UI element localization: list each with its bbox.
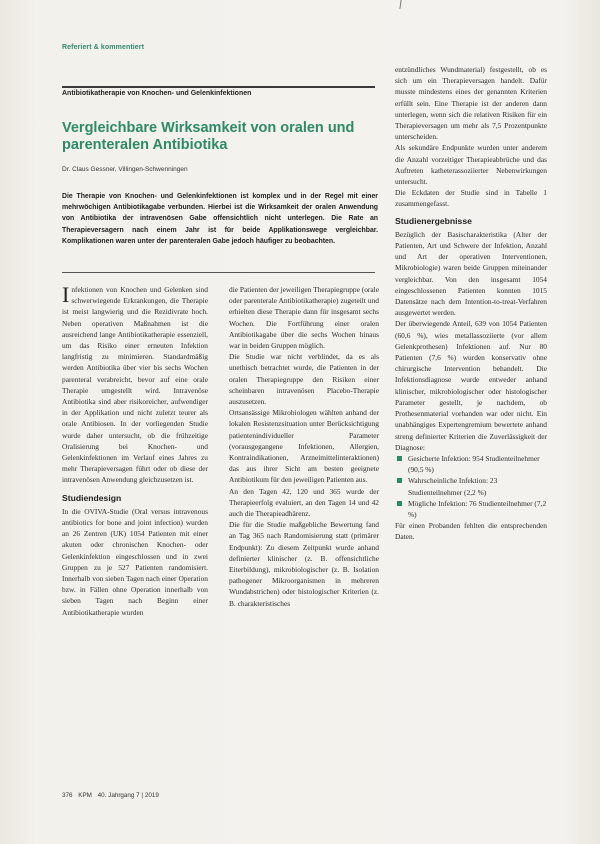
paragraph: Ortsansässige Mikrobiologen wählten anhand der lokalen Resistenzsituation unter Berücksichtigung patientenindividueller Parameter (vorausgegangene Infektionen, Allergien, Kontraindikationen, Arzneimittelinteraktionen) das aus ihrer Sicht am besten geeignete Antibiotikum für den jeweiligen Patienten aus. <box>229 408 379 485</box>
text-column-3 <box>395 64 547 543</box>
text-column-2 <box>229 284 379 609</box>
article-byline: Dr. Claus Gessner, Villingen-Schwenningen <box>62 166 188 173</box>
paragraph: Die Studie war nicht verblindet, da es als unethisch betrachtet wurde, die Patienten in der oralen Therapiegruppe den Risiken einer scheinbaren intravenösen Placebo-Therapie auszusetzen. <box>229 352 379 407</box>
page-footer <box>62 792 163 799</box>
paragraph: entzündliches Wundmaterial) festgestellt, ob es sich um ein Therapieversagen handelt. Dafür musste mindestens eines der genannten Kriterien erfüllt sein. Eine Therapie ist der anderen dann unterlegen, wenn sich die relativen Risiken für ein Therapieversagen um mehr als 7,5 Prozentpunkte unterscheiden. <box>395 65 547 142</box>
article-abstract: Die Therapie von Knochen- und Gelenkinfektionen ist komplex und in der Regel mit einer mehrwöchigen Antibiotikagabe verbunden. Hierbei ist die Wirksamkeit der oralen Anwendung von Antibiotika der intravenösen Gabe offensichtlich nicht unterlegen. Die Rate an Therapieversagern nach einem Jahr ist für beide Applikationswege vergleichbar. Komplikationen waren unter der parenteralen Gabe jedoch häufiger zu beobachten. <box>62 193 378 245</box>
issue-info: 40. Jahrgang 7 | 2019 <box>97 792 159 799</box>
article-headline: Vergleichbare Wirksamkeit von oralen und parenteralen Antibiotika <box>62 120 355 153</box>
paragraph: die Patienten der jeweiligen Therapiegruppe (orale oder parenterale Antibiotikatherapie) zugeteilt und erhielten diese Therapie dann für insgesamt sechs Wochen. Die Fortführung einer oralen Antibiotikagabe über die sechs Wochen hinaus war in beiden Gruppen möglich. <box>229 285 379 351</box>
paragraph: Als sekundäre Endpunkte wurden unter anderem die Anzahl vorzeitiger Therapieabbrüche und das Auftreten katheterassoziierter Nebenwirkungen untersucht. <box>395 143 547 187</box>
list-item: Wahrscheinliche Infektion: 23 Studienteilnehmer (2,2 %) <box>395 475 547 497</box>
section-title: Antibiotikatherapie von Knochen- und Gelenkinfektionen <box>62 90 252 97</box>
paragraph: Die für die Studie maßgebliche Bewertung fand an Tag 365 nach Randomisierung statt (primärer Endpunkt): Zu diesem Zeitpunkt wurde anhand definierter klinischer (z. B. offensichtliche Eiterbildung), mikrobiologischer (z. B. Isolation pathogener Mikroorganismen in mehreren Wundabstrichen) oder histologischer Kriterien (z. B. charakteristisches <box>229 520 379 608</box>
paragraph: Der überwiegende Anteil, 639 von 1054 Patienten (60,6 %), wies metallassoziierte (vor allem Gelenkprothesen) Infektionen auf. Nur 80 Patienten (7,6 %) wurden konservativ ohne chirurgische Intervention behandelt. Die Infektionsdiagnose wurde entweder anhand klinischer, mikrobiologischer oder histologischer Parameter gestellt, je nachdem, ob Prothesenmaterial vorhanden war oder nicht. Ein unabhängiges Expertengremium bewertete anhand streng definierter Kriterien die Zuverlässigkeit der Diagnose: <box>395 319 547 452</box>
scan-mark <box>399 0 401 9</box>
text-column-1 <box>62 284 208 618</box>
journal-name: KPM <box>78 792 92 799</box>
paragraph: Bezüglich der Basischarakteristika (Alter der Patienten, Art und Schwere der Infektion, Anzahl und Art der operativen Interventionen, Mikrobiologie) waren beide Gruppen miteinander vergleichbar. Von den insgesamt 1054 eingeschlossenen Patienten konnten 1015 Datensätze nach dem Intention-to-treat-Verfahren ausgewertet werden. <box>395 229 547 318</box>
subhead-studiendesign: Studiendesign <box>62 492 122 503</box>
paragraph: An den Tagen 42, 120 und 365 wurde der Therapieerfolg evaluiert, an den Tagen 14 und 42 auch die Therapieadhärenz. <box>229 486 379 519</box>
subhead-studienergebnisse: Studienergebnisse <box>395 215 472 226</box>
intro-paragraph <box>62 284 208 486</box>
paragraph: Die Eckdaten der Studie sind in Tabelle 1 zusammengefasst. <box>395 188 547 209</box>
abstract-divider <box>62 272 375 273</box>
section-kicker: Referiert & kommentiert <box>62 44 145 51</box>
paragraph: Für einen Probanden fehlten die entsprechenden Daten. <box>395 521 547 542</box>
page-number: 376 <box>62 792 73 799</box>
section-rule <box>62 86 375 88</box>
diagnosis-list <box>395 453 547 520</box>
design-paragraph: In die OVIVA-Studie (Oral versus intravenous antibiotics for bone and joint infection) wurden an 26 Zentren (UK) 1054 Patienten mit einer akuten oder chronischen Knochen- oder Gelenkinfektion eingeschlossen und in zwei Gruppen zu je 527 Patienten randomisiert. Innerhalb von sieben Tagen nach einer Operation bzw. in Fällen ohne Operation innerhalb von sieben Tagen nach Beginn einer Antibiotikatherapie wurden <box>62 506 208 617</box>
intro-text: nfektionen von Knochen und Gelenken sind schwerwiegende Erkrankungen, die Therapie ist meist langwierig und die Rezidivrate hoch. Neben operativen Maßnahmen ist die ausreichend lange Antibiotikatherapie essenziell, um das Risiko einer erneuten Infektion langfristig zu minimieren. Standardmäßig werden Antibiotika über vier bis sechs Wochen parenteral verabreicht, bevor auf eine orale Therapie umgestellt wird. Intravenöse Antibiotika sind aber risikoreicher, aufwendiger in der Applikation und nicht zuletzt teurer als orale Antibiosen. In der vorliegenden Studie wurde daher untersucht, ob die frühzeitige Oralisierung bei Knochen- und Gelenkinfektionen im Verlauf eines Jahres zu mehr Therapieversagen führt oder ob diese der intravenösen Anwendung gleichzusetzen ist. <box>62 285 208 485</box>
dropcap-letter: I <box>62 282 70 307</box>
list-item: Mögliche Infektion: 76 Studienteilnehmer (7,2 %) <box>395 498 547 520</box>
list-item: Gesicherte Infektion: 954 Studienteilnehmer (90,5 %) <box>395 453 547 475</box>
